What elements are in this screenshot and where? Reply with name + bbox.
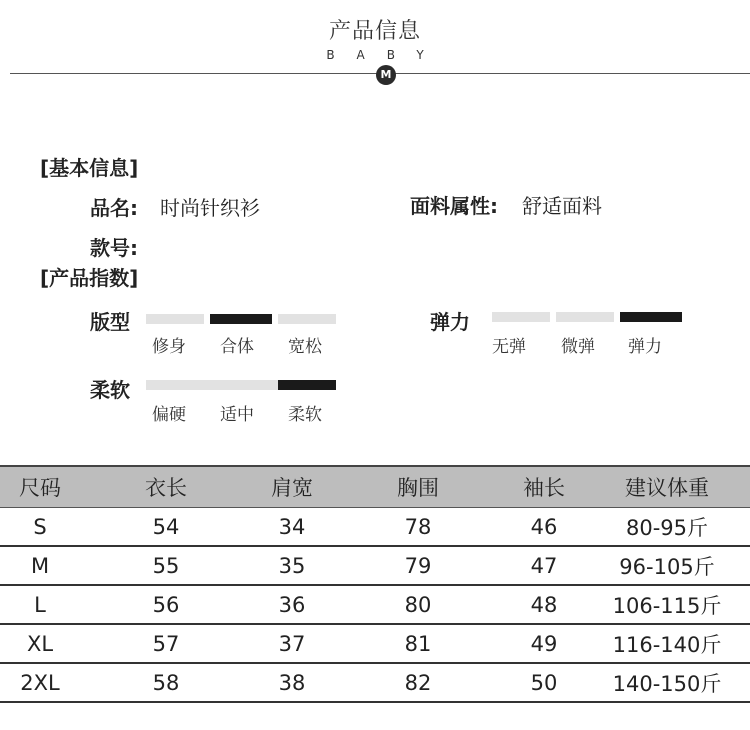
fit-bar-loose: [278, 314, 336, 324]
softness-label: 柔软: [90, 378, 130, 402]
cell-sleeve: 46: [504, 508, 584, 547]
header-length: 衣长: [80, 466, 252, 508]
cell-length: 54: [80, 508, 252, 547]
fabric-value: 舒适面料: [522, 194, 602, 218]
elastic-bar-none: [492, 312, 550, 322]
cell-shoulder: 38: [252, 663, 332, 702]
cell-chest: 78: [332, 508, 504, 547]
elastic-option-slight: 微弹: [561, 337, 595, 357]
cell-weight: 80-95斤: [584, 508, 750, 547]
cell-shoulder: 35: [252, 546, 332, 585]
header-weight: 建议体重: [584, 466, 750, 508]
cell-shoulder: 36: [252, 585, 332, 624]
cell-sleeve: 49: [504, 624, 584, 663]
elastic-option-stretch: 弹力: [628, 337, 662, 357]
softness-option-soft: 柔软: [288, 405, 322, 425]
cell-size: M: [0, 546, 80, 585]
cell-weight: 140-150斤: [584, 663, 750, 702]
cell-weight: 106-115斤: [584, 585, 750, 624]
page-subtitle: BABY: [326, 48, 446, 62]
elastic-option-none: 无弹: [492, 337, 526, 357]
product-name-value: 时尚针织衫: [160, 196, 260, 220]
softness-bar-medium: [212, 380, 278, 390]
size-table-header: [0, 466, 750, 508]
header-size: 尺码: [0, 466, 80, 508]
fit-label: 版型: [90, 310, 130, 334]
cell-shoulder: 37: [252, 624, 332, 663]
product-index-heading: [产品指数]: [40, 266, 139, 290]
softness-option-medium: 适中: [220, 405, 254, 425]
cell-weight: 116-140斤: [584, 624, 750, 663]
cell-chest: 82: [332, 663, 504, 702]
basic-info-heading: [基本信息]: [40, 156, 139, 180]
cell-length: 55: [80, 546, 252, 585]
cell-size: L: [0, 585, 80, 624]
softness-bar-hard: [146, 380, 212, 390]
cell-sleeve: 47: [504, 546, 584, 585]
cell-length: 57: [80, 624, 252, 663]
softness-option-hard: 偏硬: [152, 405, 186, 425]
fit-option-loose: 宽松: [288, 337, 322, 357]
elastic-label: 弹力: [430, 310, 470, 334]
elastic-bar-stretch: [620, 312, 682, 322]
size-badge-icon: M: [376, 65, 396, 85]
header-sleeve: 袖长: [504, 466, 584, 508]
table-row: [0, 508, 750, 547]
table-row: [0, 663, 750, 702]
header-shoulder: 肩宽: [252, 466, 332, 508]
cell-chest: 81: [332, 624, 504, 663]
elastic-bar-slight: [556, 312, 614, 322]
fit-option-slim: 修身: [152, 337, 186, 357]
cell-chest: 80: [332, 585, 504, 624]
cell-shoulder: 34: [252, 508, 332, 547]
size-table: [0, 465, 750, 703]
softness-bar-soft: [278, 380, 336, 390]
cell-size: XL: [0, 624, 80, 663]
fabric-label: 面料属性:: [410, 194, 498, 218]
cell-chest: 79: [332, 546, 504, 585]
style-number-label: 款号:: [90, 236, 138, 260]
table-row: [0, 624, 750, 663]
fit-bar-slim: [146, 314, 204, 324]
cell-size: S: [0, 508, 80, 547]
cell-length: 58: [80, 663, 252, 702]
cell-size: 2XL: [0, 663, 80, 702]
header-chest: 胸围: [332, 466, 504, 508]
cell-length: 56: [80, 585, 252, 624]
product-name-label: 品名:: [90, 196, 138, 220]
fit-option-regular: 合体: [220, 337, 254, 357]
cell-sleeve: 48: [504, 585, 584, 624]
page-title: 产品信息: [328, 19, 421, 44]
fit-bar-regular: [210, 314, 272, 324]
cell-weight: 96-105斤: [584, 546, 750, 585]
cell-sleeve: 50: [504, 663, 584, 702]
table-row: [0, 585, 750, 624]
table-row: [0, 546, 750, 585]
